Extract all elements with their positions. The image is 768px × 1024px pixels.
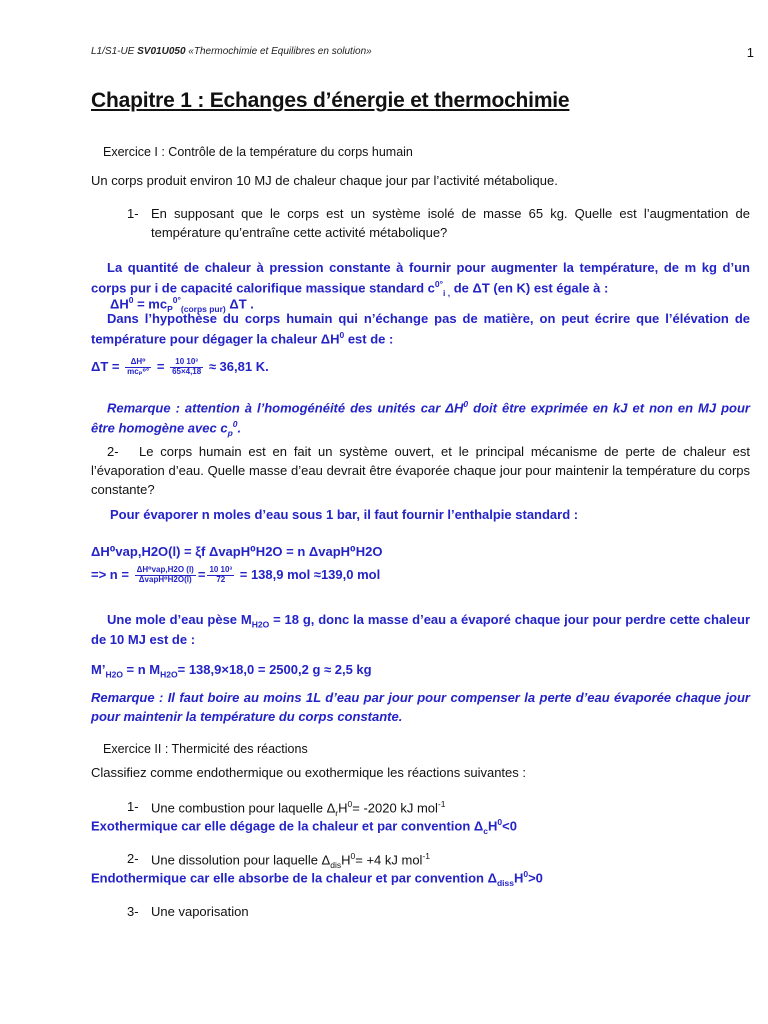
question-text: Une vaporisation [151,904,249,919]
question-2-3 [127,903,750,922]
question-1-2 [91,443,750,500]
answer-1-2-equation-1: ΔH⁰vap,H2O(l) = ξf ΔvapH⁰H2O = n ΔvapH⁰H2O [91,544,383,559]
exercise-2-intro: Classifiez comme endothermique ou exothermique les réactions suivantes : [91,765,526,780]
answer-1-2-equation-2: => n = $\frac{\text{ΔH⁰vap,H2O (l)}}{\text{ΔvapH⁰H2O(l)}}$ = $\frac{\text{10 10³}}{72}$ = 138,9 mol ≈139,0 mol [91,565,381,585]
question-2-2: 2- Une dissolution pour laquelle $\Delta_{dis}H^0= +4$ kJ mol$^{-1}$ [127,851,431,870]
question-2-1: 1- Une combustion pour laquelle $\Delta_rH^0= -2020$ kJ mol$^{-1}$ [127,799,446,818]
question-text: En supposant que le corps est un système isolé de masse 65 kg. Quelle est l’augmentation de température qu’entraîne cette activité métabolique? [151,206,750,240]
question-number: 2- [127,851,139,866]
exercise-2-title: Exercice II : Thermicité des réactions [103,742,308,756]
fraction: $\frac{\text{ΔH⁰}}{\text{mcₚ⁰°}}$ [127,357,150,377]
answer-1-1-equation-1: $\Delta H^0 = mc_P^{0^\circ}_{(corps pur)}$ ΔT . [110,295,254,314]
answer-1-2-paragraph-1: Pour évaporer n moles d’eau sous 1 bar, il faut fournir l’enthalpie standard : [110,507,579,522]
page-header [91,45,750,60]
question-number: 2- [107,444,119,459]
course-prefix: L1/S1-UE [91,46,138,57]
fraction: $\frac{\text{10 10³}}{65\times 4,18}$ [172,357,202,377]
fraction: $\frac{\text{10 10³}}{72}$ [209,565,233,585]
exercise-1-title: Exercice I : Contrôle de la température du corps humain [103,145,413,159]
question-text: Le corps humain est en fait un système ouvert, et le principal mécanisme de perte de chaleur est l’évaporation d’eau. Quelle masse d’eau devrait être évaporée chaque jour pour maintenir la température du corps constante? [91,444,750,497]
question-1-1 [127,205,750,243]
chapter-title: Chapitre 1 : Echanges d’énergie et thermochimie [91,89,570,112]
answer-2-1: Exothermique car elle dégage de la chaleur et par convention $\Delta_cH^0<0$ [91,817,517,836]
answer-1-1-paragraph-2: Dans l’hypothèse du corps humain qui n’échange pas de matière, on peut écrire que l’élévation de température pour dégager la chaleur $\Delta H^0$ est de : [91,311,750,347]
page-number: 1 [746,45,754,60]
question-number: 1- [127,799,139,814]
answer-1-2-paragraph-2: Une mole d’eau pèse $M_{H2O} = 18$ g, donc la masse d’eau a évaporé chaque jour pour perdre cette chaleur de 10 MJ est de : [91,612,751,647]
course-title: «Thermochimie et Equilibres en solution» [185,46,372,57]
question-number: 3- [127,904,139,919]
answer-2-2: Endothermique car elle absorbe de la chaleur et par convention $\Delta_{diss}H^0>0$ [91,869,543,888]
answer-1-1-remark: Remarque : attention à l’homogénéité des unités car $\Delta H^0$ doit être exprimée en kJ et non en MJ pour être homogène avec $c_p^0$. [91,399,750,439]
course-code: SV01U050 [137,46,186,57]
answer-1-2-equation-3: $M’_{H2O} = n$ $M_{H2O}= 138,9\times 18,0 = 2500,2$ g ≈ 2,5 kg [91,662,372,680]
fraction: $\frac{\text{ΔH⁰vap,H2O (l)}}{\text{ΔvapH⁰H2O(l)}}$ [136,565,194,585]
answer-1-1-paragraph-1: La quantité de chaleur à pression constante à fournir pour augmenter la température, de m kg d’un corps pur i de capacité calorifique massique standard $c^{0^\circ}_{i ,}$ de ΔT (en K) est égale à : [91,260,750,298]
question-number: 1- [127,206,139,221]
answer-1-2-remark: Remarque : Il faut boire au moins 1L d’eau par jour pour compenser la perte d’eau évaporée chaque jour pour maintenir la température du corps constante. [91,690,750,724]
answer-1-1-equation-2: ΔT = $\frac{\text{ΔH⁰}}{\text{mcₚ⁰°}}$ = $\frac{\text{10 10³}}{65\times 4,18}$ ≈ 36,81 K. [91,357,269,377]
exercise-1-intro: Un corps produit environ 10 MJ de chaleur chaque jour par l’activité métabolique. [91,173,558,188]
